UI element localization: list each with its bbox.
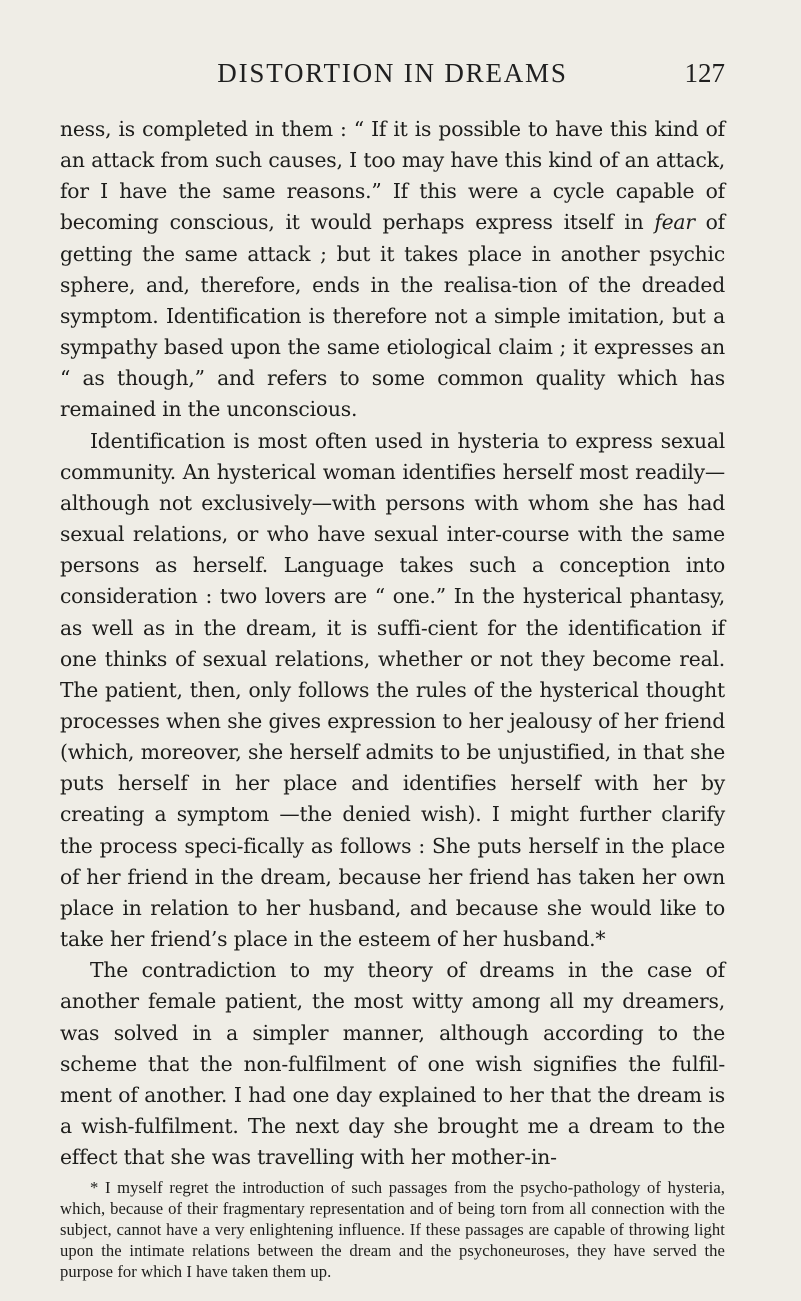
italic-word-fear: fear: [654, 210, 695, 235]
paragraph-contradiction: The contradiction to my theory of dreams in the case of another female patient, the most witty among all my dreamers, was solved in a simpler manner, although according to the scheme that the non-fulfilment of one wish signifies the fulfil-ment of another. I had one day explained to her that the dream is a wish-fulfilment. The next day she brought me a dream to the effect that she was travelling with her mother-in-: [60, 958, 725, 1170]
paragraph-1-text-before: ness, is completed in them : “ If it is possible to have this kind of an attack from such causes, I too may have this kind of an attack, for I have the same reasons.” If this were a cycle capable of becoming conscious, it would perhaps express itself in: [60, 117, 725, 235]
paragraph-identification: Identification is most often used in hysteria to express sexual community. An hysterical woman identifies herself most readily—although not exclusively—with persons with whom she has had sexual relations, or who have sexual inter-course with the same persons as herself. Language takes such a conception into consideration : two lovers are “ one.” In the hysterical phantasy, as well as in the dream, it is suffi-cient for the identification if one thinks of sexual relations, whether or not they become real. The patient, then, only follows the rules of the hysterical thought processes when she gives expression to her jealousy of her friend (which, moreover, she herself admits to be unjustified, in that she puts herself in her place and identifies herself with her by creating a symptom —the denied wish). I might further clarify the process speci-fically as follows : She puts herself in the place of her friend in the dream, because her friend has taken her own place in relation to her husband, and because she would like to take her friend’s place in the esteem of her husband.*: [60, 428, 725, 952]
running-title: DISTORTION IN DREAMS: [217, 58, 568, 88]
paragraph-continued: [60, 114, 725, 426]
paragraph-1-text-after: of getting the same attack ; but it takes place in another psychic sphere, and, therefore, ends in the realisa-tion of the dreaded symptom. Identification is therefore not a simple imitation, but a sympathy based upon the same etiological claim ; it expresses an “ as though,” and refers to some common quality which has remained in the unconscious.: [60, 210, 725, 422]
body-text: [60, 114, 725, 1173]
footnote: * I myself regret the introduction of such passages from the psycho-pathology of hysteria, which, because of their fragmentary representation and of being torn from all connection with the subject, cannot have a very enlightening influence. If these passages are capable of throwing light upon the intimate relations between the dream and the psychoneuroses, they have served the purpose for which I have taken them up.: [60, 1177, 725, 1282]
page-header: [60, 58, 725, 98]
page-number: 127: [684, 58, 725, 88]
